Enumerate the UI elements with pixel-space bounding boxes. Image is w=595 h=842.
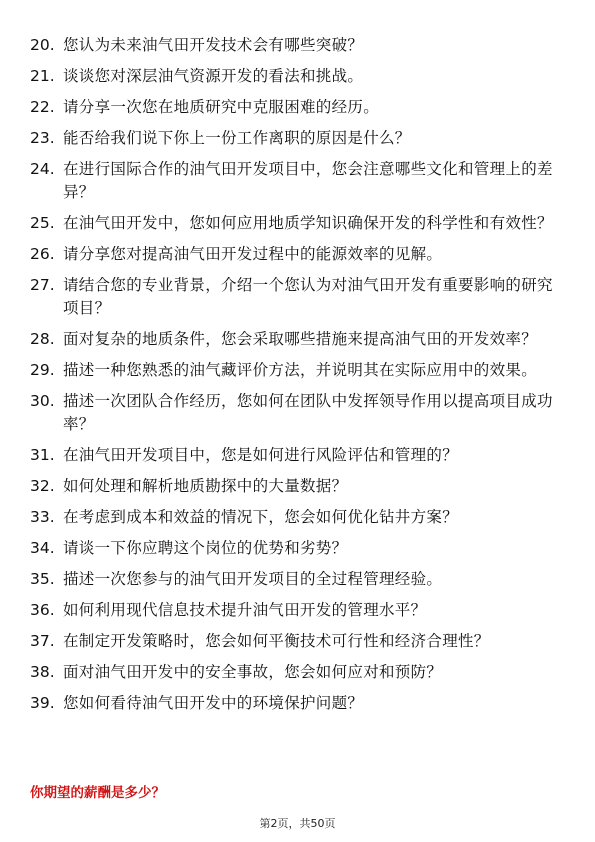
question-number: 22. [30, 98, 55, 116]
question-number: 38. [30, 663, 55, 681]
question-text: 谈谈您对深层油气资源开发的看法和挑战。 [63, 67, 364, 85]
question-number: 23. [30, 129, 55, 147]
question-text: 请分享一次您在地质研究中克服困难的经历。 [63, 98, 380, 116]
question-text: 面对复杂的地质条件，您会采取哪些措施来提高油气田的开发效率？ [63, 330, 538, 348]
question-number: 35. [30, 570, 55, 588]
question-text: 请结合您的专业背景，介绍一个您认为对油气田开发有重要影响的研究项目？ [63, 276, 553, 317]
question-number: 28. [30, 330, 55, 348]
question-item [30, 599, 565, 622]
question-number: 25. [30, 214, 55, 232]
question-item [30, 34, 565, 57]
question-number: 27. [30, 276, 55, 294]
page-footer: 第2页，共50页 [259, 817, 336, 830]
question-number: 21. [30, 67, 55, 85]
question-text: 在考虑到成本和效益的情况下，您会如何优化钻井方案？ [63, 508, 459, 526]
question-item [30, 506, 565, 529]
question-text: 描述一种您熟悉的油气藏评价方法，并说明其在实际应用中的效果。 [63, 361, 538, 379]
question-number: 31. [30, 446, 55, 464]
question-item [30, 630, 565, 653]
question-item [30, 390, 565, 436]
question-text: 您如何看待油气田开发中的环境保护问题？ [63, 694, 364, 712]
question-number: 29. [30, 361, 55, 379]
question-number: 24. [30, 160, 55, 178]
question-item [30, 158, 565, 204]
question-number: 34. [30, 539, 55, 557]
question-number: 30. [30, 392, 55, 410]
question-text: 在油气田开发项目中，您是如何进行风险评估和管理的？ [63, 446, 459, 464]
question-text: 如何处理和解析地质勘探中的大量数据？ [63, 477, 348, 495]
question-item [30, 127, 565, 150]
question-text: 请分享您对提高油气田开发过程中的能源效率的见解。 [63, 245, 443, 263]
highlight-question: 你期望的薪酬是多少？ [30, 785, 165, 801]
question-text: 描述一次您参与的油气田开发项目的全过程管理经验。 [63, 570, 443, 588]
question-item [30, 661, 565, 684]
question-number: 33. [30, 508, 55, 526]
question-number: 32. [30, 477, 55, 495]
question-item [30, 274, 565, 320]
question-item [30, 568, 565, 591]
question-text: 请谈一下你应聘这个岗位的优势和劣势？ [63, 539, 348, 557]
question-text: 在油气田开发中，您如何应用地质学知识确保开发的科学性和有效性？ [63, 214, 553, 232]
question-item [30, 359, 565, 382]
question-item [30, 212, 565, 235]
question-text: 在制定开发策略时，您会如何平衡技术可行性和经济合理性？ [63, 632, 490, 650]
question-text: 您认为未来油气田开发技术会有哪些突破？ [63, 36, 364, 54]
question-text: 在进行国际合作的油气田开发项目中，您会注意哪些文化和管理上的差异？ [63, 160, 553, 201]
question-item [30, 65, 565, 88]
question-text: 面对油气田开发中的安全事故，您会如何应对和预防？ [63, 663, 443, 681]
question-item [30, 243, 565, 266]
question-number: 37. [30, 632, 55, 650]
question-number: 26. [30, 245, 55, 263]
question-text: 如何利用现代信息技术提升油气田开发的管理水平？ [63, 601, 427, 619]
question-item [30, 96, 565, 119]
question-list [30, 34, 565, 723]
question-number: 36. [30, 601, 55, 619]
question-text: 能否给我们说下你上一份工作离职的原因是什么？ [63, 129, 411, 147]
question-item [30, 475, 565, 498]
question-item [30, 537, 565, 560]
question-number: 39. [30, 694, 55, 712]
question-item [30, 692, 565, 715]
question-item [30, 328, 565, 351]
question-item [30, 444, 565, 467]
question-text: 描述一次团队合作经历，您如何在团队中发挥领导作用以提高项目成功率？ [63, 392, 553, 433]
question-number: 20. [30, 36, 55, 54]
